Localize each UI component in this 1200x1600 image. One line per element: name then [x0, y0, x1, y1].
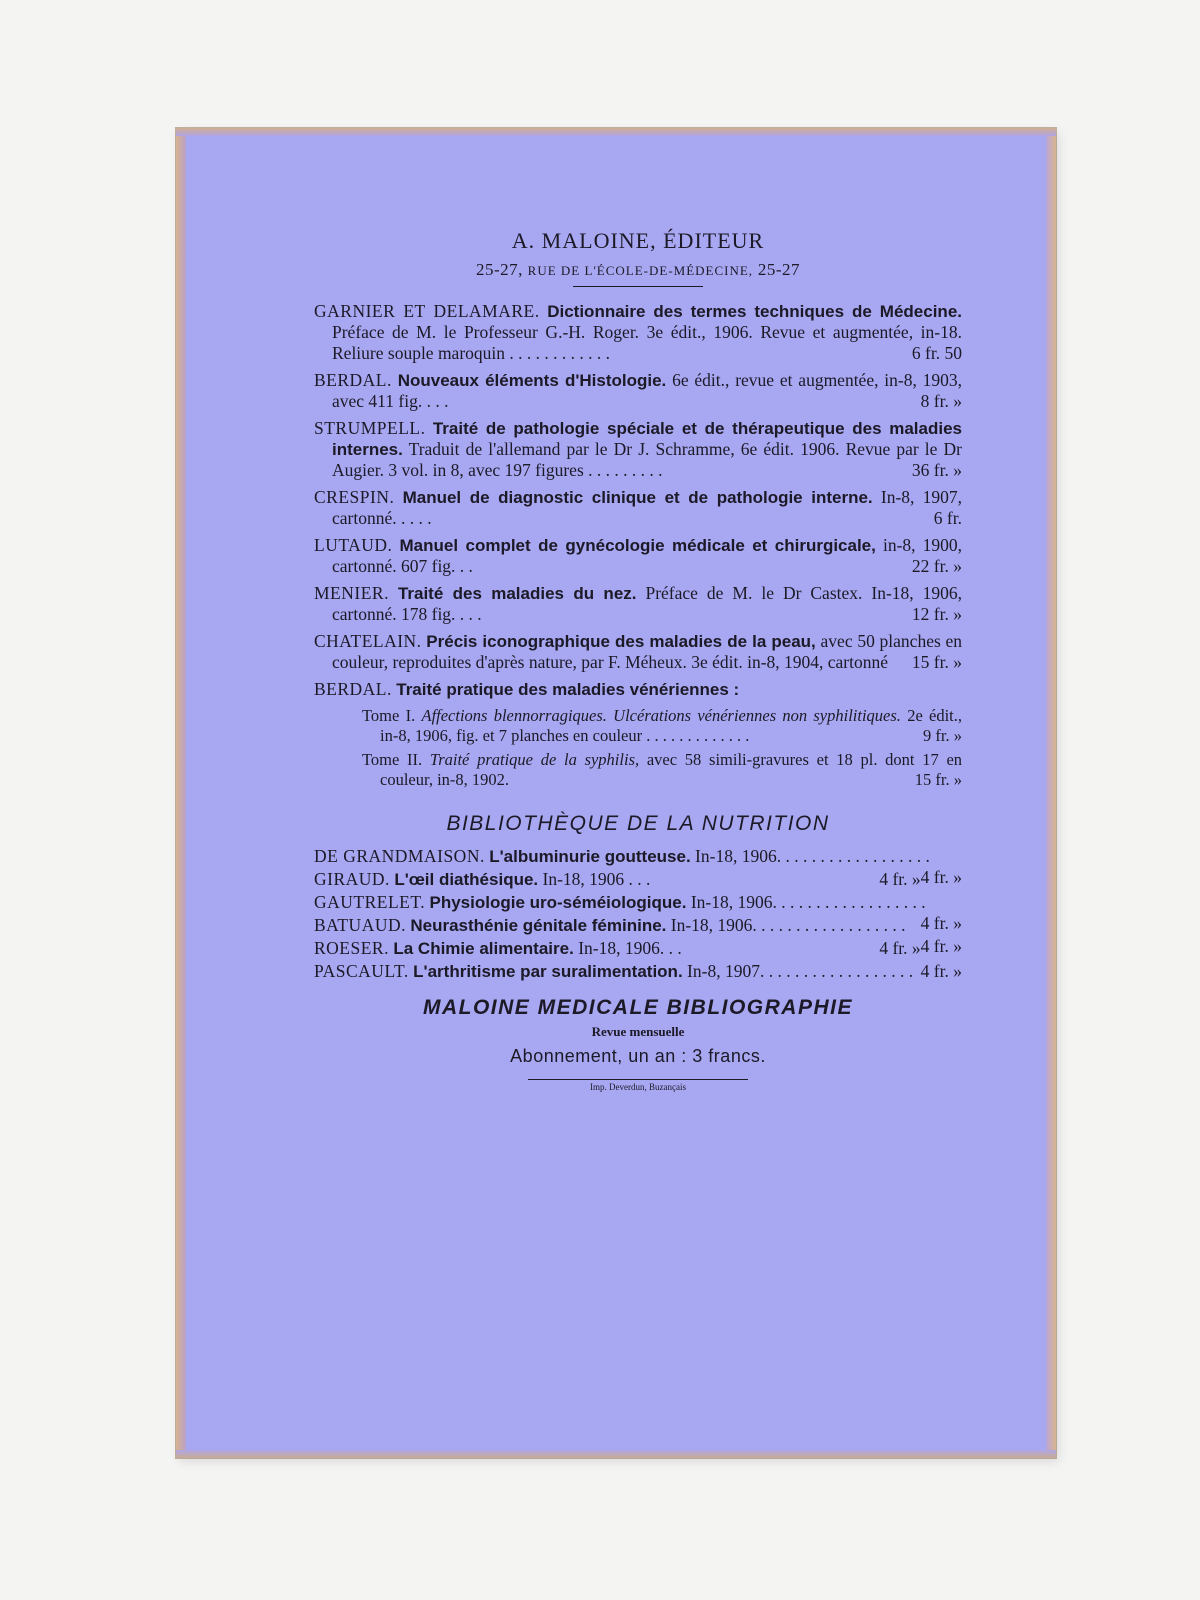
- entry-author: BATUAUD.: [314, 915, 406, 935]
- entry-title: Manuel complet de gynécologie médicale et chirurgicale,: [399, 536, 876, 555]
- entry-price: 4 fr. »: [920, 961, 962, 981]
- catalog-entry: [314, 631, 962, 673]
- entry-title: Physiologie uro-séméiologique.: [429, 893, 687, 912]
- entry-details: In-18, 1906. . . . . . . . . . . . . . . . . .: [690, 892, 926, 912]
- nutrition-heading: BIBLIOTHÈQUE DE LA NUTRITION: [446, 812, 830, 835]
- entry-price: 6 fr. 50: [911, 343, 962, 363]
- address-street: RUE DE L'ÉCOLE-DE-MÉDECINE,: [527, 263, 754, 278]
- tome-details: avec 58 simili-gravures et 18 pl. dont 17 en couleur, in-8, 1902.: [380, 750, 963, 789]
- nutrition-list: [314, 846, 962, 982]
- entry-title: Manuel de diagnostic clinique et de pathologie interne.: [402, 488, 873, 507]
- tome-entry: [314, 750, 962, 790]
- catalog-entry: [314, 301, 962, 364]
- entry-author: ROESER.: [314, 938, 389, 958]
- entry-author: CHATELAIN.: [314, 631, 422, 651]
- entry-title: L'albuminurie goutteuse.: [489, 847, 691, 866]
- tome-title: Traité pratique de la syphilis,: [429, 750, 640, 769]
- publisher-address: [314, 260, 962, 280]
- entry-price: 15 fr. »: [911, 652, 962, 672]
- entry-title: Traité des maladies du nez.: [397, 584, 637, 603]
- entry-author: MENIER.: [314, 583, 389, 603]
- header-rule: [573, 286, 703, 287]
- entry-title: Précis iconographique des maladies de la peau,: [426, 632, 816, 651]
- entry-price: 6 fr.: [933, 508, 962, 528]
- entry-details: In-8, 1907, cartonné. . . . .: [332, 487, 963, 528]
- catalog-entry: [314, 535, 962, 577]
- entry-title: Nouveaux éléments d'Histologie.: [397, 371, 667, 390]
- nutrition-entry: [314, 938, 962, 959]
- entry-details: avec 50 planches en couleur, reproduites d'après nature, par F. Méheux. 3e édit. in-8, 1904, cartonné: [332, 631, 963, 672]
- cover-edge-top: [176, 128, 1056, 136]
- entry-price: 4 fr. »: [879, 938, 921, 958]
- catalog-list: [314, 301, 962, 790]
- tome-details: 2e édit., in-8, 1906, fig. et 7 planches en couleur . . . . . . . . . . . . .: [380, 706, 963, 745]
- footer-rule: [528, 1079, 748, 1080]
- tome-price: 9 fr. »: [923, 726, 962, 745]
- entry-author: GIRAUD.: [314, 869, 390, 889]
- entry-author: BERDAL.: [314, 370, 392, 390]
- entry-price: 4 fr. »: [920, 936, 962, 956]
- nutrition-entry: [314, 869, 962, 890]
- entry-title: Traité de pathologie spéciale et de thérapeutique des maladies internes.: [332, 419, 962, 459]
- entry-details: In-18, 1906. . .: [578, 938, 682, 958]
- entry-details: in-8, 1900, cartonné. 607 fig. . .: [332, 535, 962, 576]
- journal-subtitle: Revue mensuelle: [591, 1024, 685, 1039]
- entry-author: GARNIER ET DELAMARE.: [314, 301, 540, 321]
- catalog-entry: [314, 583, 962, 625]
- catalog-entry: [314, 418, 962, 481]
- tome-label: Tome II.: [362, 750, 423, 769]
- entry-author: STRUMPELL.: [314, 418, 426, 438]
- entry-title: L'arthritisme par suralimentation.: [413, 962, 683, 981]
- entry-price: 12 fr. »: [911, 604, 962, 624]
- cover-edge-left: [176, 128, 186, 1458]
- publisher-name: A. MALOINE, ÉDITEUR: [511, 228, 765, 253]
- address-number-left: 25-27,: [476, 260, 523, 279]
- entry-price: 36 fr. »: [911, 460, 962, 480]
- entry-price: 8 fr. »: [920, 391, 962, 411]
- catalog-entry: [314, 487, 962, 529]
- entry-details: Préface de M. le Professeur G.-H. Roger. 3e édit., 1906. Revue et augmentée, in-18. Reliure souple maroquin . . . . . . . . . . . .: [332, 322, 962, 363]
- entry-details: In-18, 1906. . . . . . . . . . . . . . . . . .: [695, 846, 930, 866]
- catalog-entry: [314, 370, 962, 412]
- nutrition-entry: [314, 961, 962, 982]
- entry-price: 4 fr. »: [920, 913, 962, 933]
- tome-label: Tome I.: [362, 706, 416, 725]
- entry-price: 4 fr. »: [879, 869, 921, 889]
- entry-title: La Chimie alimentaire.: [393, 939, 574, 958]
- book-back-cover: [176, 128, 1056, 1458]
- cover-edge-bottom: [176, 1450, 1056, 1458]
- address-number-right: 25-27: [757, 260, 800, 279]
- tome-title: Affections blennorragiques. Ulcérations vénériennes non syphilitiques.: [421, 706, 901, 725]
- entry-details: In-18, 1906 . . .: [542, 869, 651, 889]
- entry-price: 22 fr. »: [911, 556, 962, 576]
- entry-details: In-18, 1906. . . . . . . . . . . . . . . . . .: [670, 915, 906, 935]
- entry-details: Préface de M. le Dr Castex. In-18, 1906, cartonné. 178 fig. . . .: [332, 583, 963, 624]
- entry-price: 4 fr. »: [920, 867, 962, 887]
- journal-subscription: Abonnement, un an : 3 francs.: [510, 1046, 766, 1066]
- cover-edge-right: [1046, 128, 1056, 1458]
- entry-title: Neurasthénie génitale féminine.: [410, 916, 667, 935]
- entry-title: Traité pratique des maladies vénériennes :: [396, 680, 740, 699]
- entry-details: In-8, 1907. . . . . . . . . . . . . . . . . .: [687, 961, 914, 981]
- entry-author: BERDAL.: [314, 679, 392, 699]
- catalog-entry: [314, 679, 962, 700]
- entry-author: GAUTRELET.: [314, 892, 426, 912]
- entry-details: Traduit de l'allemand par le Dr J. Schramme, 6e édit. 1906. Revue par le Dr Augier. 3 vol. in 8, avec 197 figures . . . . . . . . .: [332, 439, 962, 480]
- cover-text: [314, 228, 962, 1092]
- entry-details: 6e édit., revue et augmentée, in-8, 1903, avec 411 fig. . . .: [332, 370, 963, 411]
- entry-title: Dictionnaire des termes techniques de Médecine.: [547, 302, 962, 321]
- journal-title: MALOINE MEDICALE BIBLIOGRAPHIE: [422, 996, 853, 1019]
- entry-author: PASCAULT.: [314, 961, 409, 981]
- tome-entry: [314, 706, 962, 746]
- entry-author: LUTAUD.: [314, 535, 393, 555]
- tome-price: 15 fr. »: [914, 770, 962, 789]
- entry-author: DE GRANDMAISON.: [314, 846, 485, 866]
- printer-imprint: Imp. Deverdun, Buzançais: [590, 1082, 686, 1092]
- entry-author: CRESPIN.: [314, 487, 395, 507]
- entry-title: L'œil diathésique.: [394, 870, 539, 889]
